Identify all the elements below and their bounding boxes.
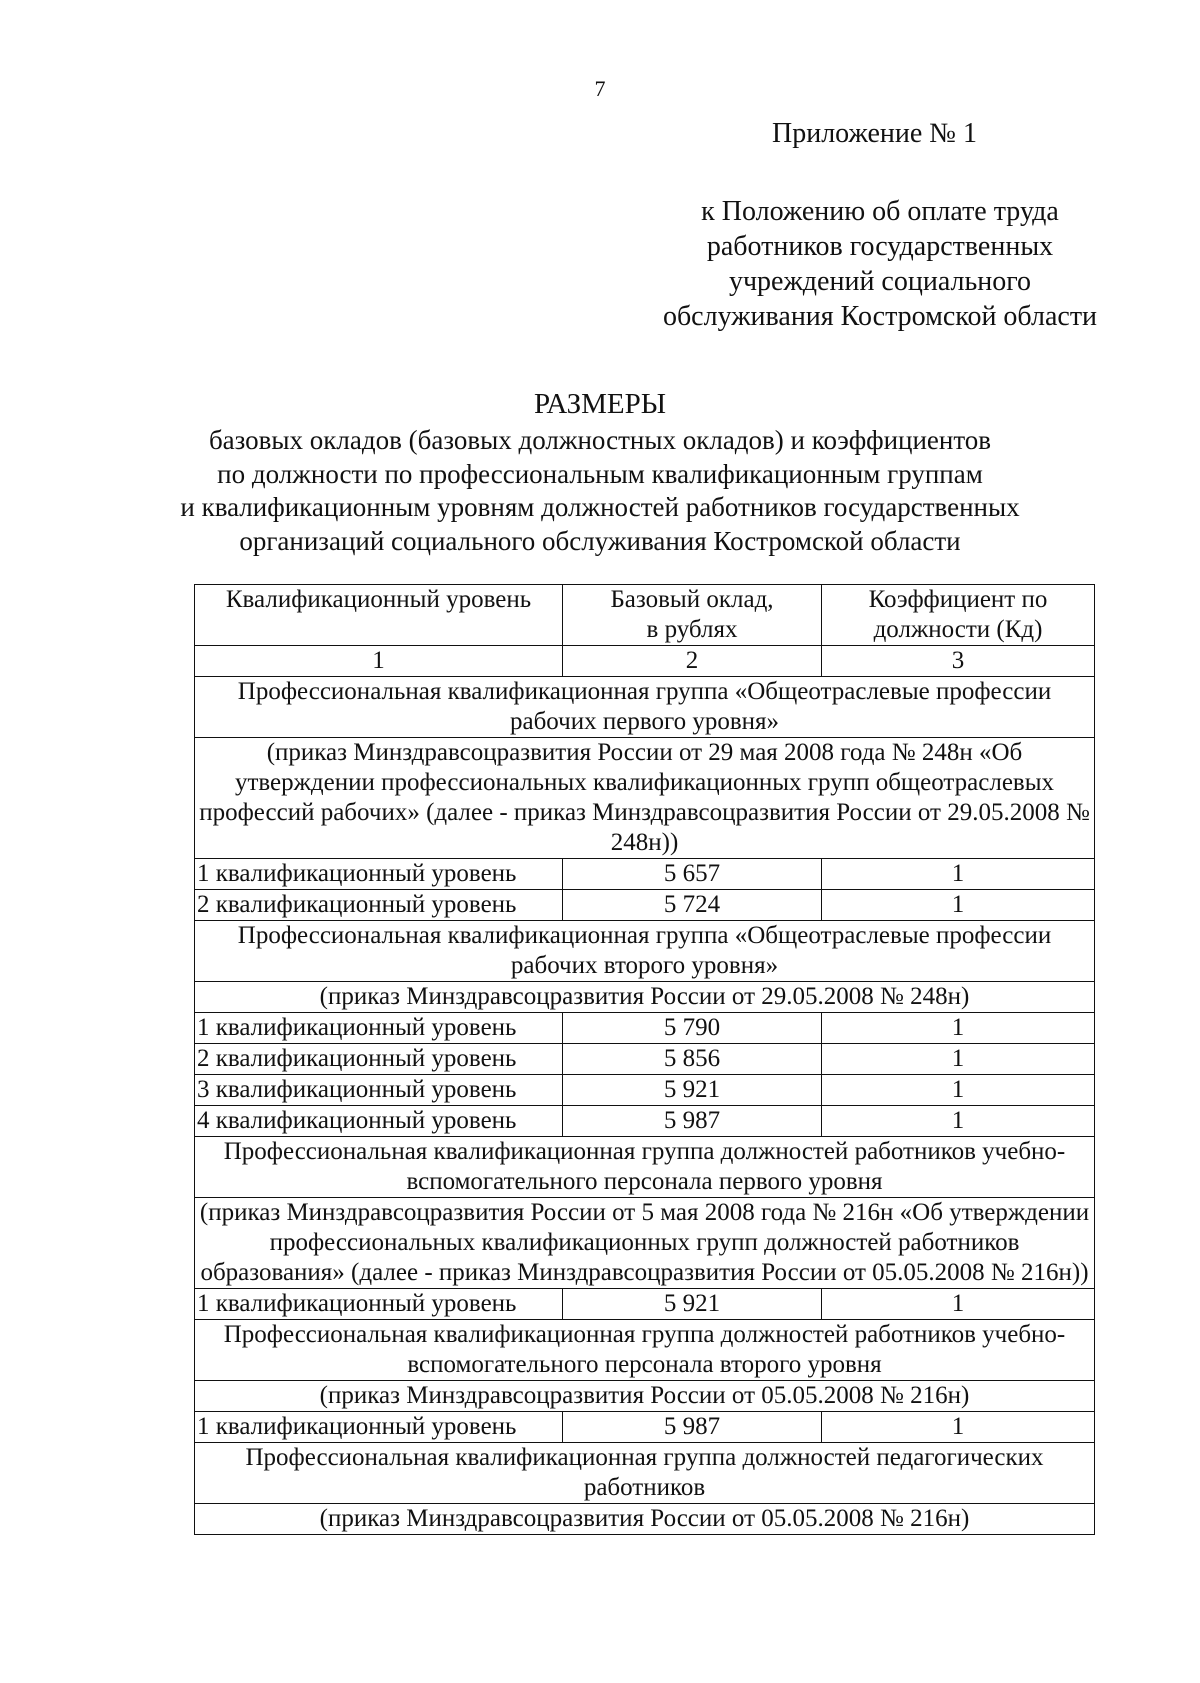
salary-cell: 5 987 [563, 1106, 822, 1137]
table-row [195, 1289, 1095, 1320]
table-row [195, 1044, 1095, 1075]
group-order: (приказ Минздравсоцразвития России от 5 мая 2008 года № 216н «Об утверждении профессиональных квалификационных групп должностей работников образования» (далее - приказ Минздравсоцразвития России от 05.05.2008 № 216н)) [195, 1198, 1095, 1289]
salary-cell: 5 790 [563, 1013, 822, 1044]
group-title-row [195, 921, 1095, 982]
salary-cell: 5 657 [563, 859, 822, 890]
header-text: должности (Кд) [873, 616, 1043, 643]
regulation-line: учреждений социального [728, 266, 1032, 297]
level-cell: 2 квалификационный уровень [195, 1044, 563, 1075]
level-cell: 3 квалификационный уровень [195, 1075, 563, 1106]
table-row [195, 1106, 1095, 1137]
level-cell: 1 квалификационный уровень [195, 859, 563, 890]
salary-cell: 5 921 [563, 1075, 822, 1106]
header-salary [563, 585, 822, 646]
group-title-row [195, 1443, 1095, 1504]
document-subtitle [150, 424, 1050, 558]
group-order-row [195, 1381, 1095, 1412]
header-text: в рублях [646, 616, 738, 643]
group-order-row [195, 1198, 1095, 1289]
group-title: Профессиональная квалификационная группа должностей работников учебно-вспомогательного персонала второго уровня [195, 1320, 1095, 1381]
header-text: Коэффициент по [868, 586, 1048, 613]
column-number: 1 [195, 646, 563, 677]
coefficient-cell: 1 [822, 1289, 1095, 1320]
group-order: (приказ Минздравсоцразвития России от 05.05.2008 № 216н) [195, 1381, 1095, 1412]
group-title-row [195, 1137, 1095, 1198]
level-cell: 1 квалификационный уровень [195, 1013, 563, 1044]
salary-cell: 5 921 [563, 1289, 822, 1320]
table-row [195, 1013, 1095, 1044]
subtitle-line: и квалификационным уровням должностей работников государственных [180, 492, 1020, 522]
level-cell: 1 квалификационный уровень [195, 1289, 563, 1320]
regulation-reference [640, 194, 1120, 334]
header-coefficient [822, 585, 1095, 646]
coefficient-cell: 1 [822, 1412, 1095, 1443]
group-order: (приказ Минздравсоцразвития России от 29.05.2008 № 248н) [195, 982, 1095, 1013]
header-level [195, 585, 563, 646]
column-number: 3 [822, 646, 1095, 677]
coefficient-cell: 1 [822, 1106, 1095, 1137]
appendix-label: Приложение № 1 [772, 118, 977, 149]
subtitle-line: базовых окладов (базовых должностных окладов) и коэффициентов [208, 425, 992, 455]
regulation-line: работников государственных [706, 231, 1054, 262]
header-text: Базовый оклад, [610, 586, 774, 613]
page-number: 7 [594, 76, 606, 101]
subtitle-line: организаций социального обслуживания Костромской области [239, 525, 961, 556]
column-number: 2 [563, 646, 822, 677]
table-row [195, 1075, 1095, 1106]
salary-cell: 5 987 [563, 1412, 822, 1443]
level-cell: 4 квалификационный уровень [195, 1106, 563, 1137]
salary-table [194, 584, 1095, 1535]
coefficient-cell: 1 [822, 1013, 1095, 1044]
salary-cell: 5 724 [563, 890, 822, 921]
document-title: РАЗМЕРЫ [533, 388, 667, 420]
group-title: Профессиональная квалификационная группа должностей работников учебно-вспомогательного персонала первого уровня [195, 1137, 1095, 1198]
group-title: Профессиональная квалификационная группа «Общеотраслевые профессии рабочих второго уровня» [195, 921, 1095, 982]
salary-cell: 5 856 [563, 1044, 822, 1075]
group-title: Профессиональная квалификационная группа должностей педагогических работников [195, 1443, 1095, 1504]
column-number-row [195, 646, 1095, 677]
table-row [195, 859, 1095, 890]
regulation-line: к Положению об оплате труда [701, 196, 1059, 227]
group-title-row [195, 677, 1095, 738]
group-order: (приказ Минздравсоцразвития России от 05.05.2008 № 216н) [195, 1504, 1095, 1535]
group-order-row [195, 1504, 1095, 1535]
group-order-row [195, 738, 1095, 859]
group-order: (приказ Минздравсоцразвития России от 29 мая 2008 года № 248н «Об утверждении профессиональных квалификационных групп общеотраслевых профессий рабочих» (далее - приказ Минздравсоцразвития России от 29.05.2008 № 248н)) [195, 738, 1095, 859]
level-cell: 1 квалификационный уровень [195, 1412, 563, 1443]
coefficient-cell: 1 [822, 890, 1095, 921]
table-row [195, 890, 1095, 921]
table-row [195, 1412, 1095, 1443]
regulation-line: обслуживания Костромской области [662, 301, 1098, 332]
header-text: Квалификационный уровень [225, 586, 532, 613]
group-order-row [195, 982, 1095, 1013]
group-title: Профессиональная квалификационная группа «Общеотраслевые профессии рабочих первого уровня» [195, 677, 1095, 738]
coefficient-cell: 1 [822, 1044, 1095, 1075]
coefficient-cell: 1 [822, 1075, 1095, 1106]
coefficient-cell: 1 [822, 859, 1095, 890]
group-title-row [195, 1320, 1095, 1381]
header-row [195, 585, 1095, 646]
subtitle-line: по должности по профессиональным квалификационным группам [217, 458, 983, 489]
level-cell: 2 квалификационный уровень [195, 890, 563, 921]
